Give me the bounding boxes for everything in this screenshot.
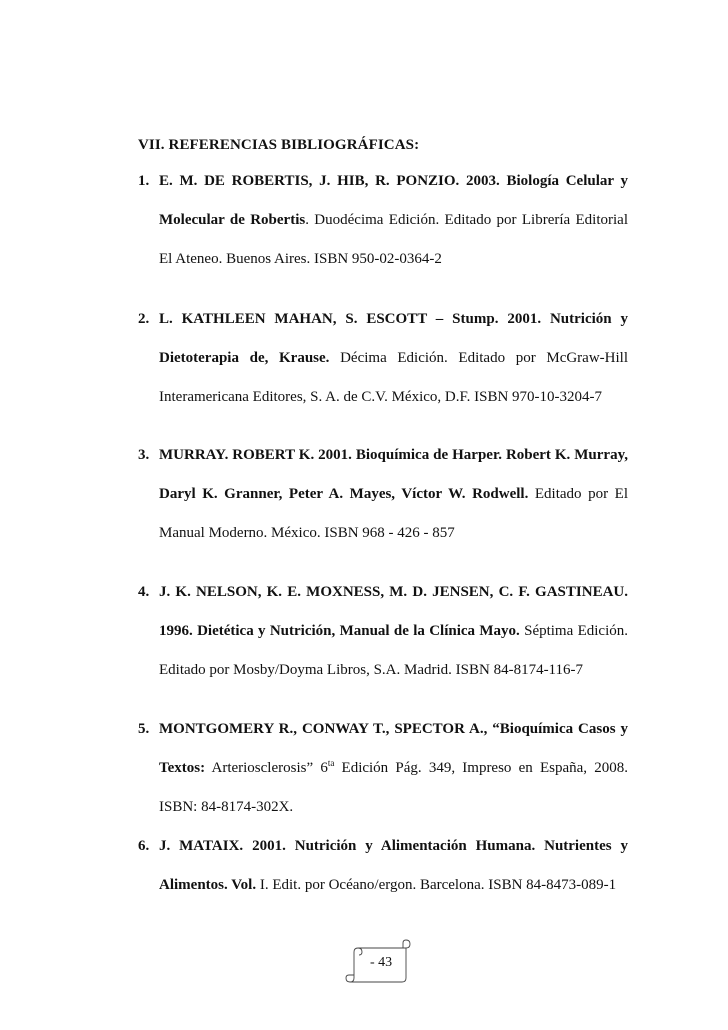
reference-line — [159, 475, 628, 514]
reference-line — [159, 749, 628, 788]
section-title: VII. REFERENCIAS BIBLIOGRÁFICAS: — [138, 137, 420, 153]
reference-title: Daryl K. Granner, Peter A. Mayes, Víctor W. Rodwell. — [159, 486, 529, 502]
reference-line — [159, 201, 628, 240]
page-number-scroll — [344, 938, 412, 984]
reference-number: 2. — [138, 311, 150, 327]
reference-details: Manual Moderno. México. ISBN 968 - 426 - 857 — [159, 525, 455, 541]
reference-details: Arteriosclerosis” 6 — [205, 760, 328, 776]
reference-item — [138, 162, 628, 279]
reference-number: 6. — [138, 838, 150, 854]
superscript: ta — [327, 758, 335, 768]
reference-details: Séptima Edición. — [519, 623, 628, 639]
reference-authors: J. K. NELSON, K. E. MOXNESS, M. D. JENSEN, C. F. GASTINEAU. — [159, 584, 628, 600]
reference-authors: J. MATAIX. 2001. Nutrición y Alimentación Humana. Nutrientes y — [159, 838, 628, 854]
reference-number: 5. — [138, 721, 150, 737]
reference-authors: MURRAY. ROBERT K. 2001. Bioquímica de Harper. Robert K. Murray, — [159, 447, 628, 463]
reference-details: Edición Pág. 349, Impreso en España, 2008. — [334, 760, 628, 776]
reference-details: Décima Edición. Editado por McGraw-Hill — [329, 350, 629, 366]
page-number: - 43 — [370, 955, 393, 970]
reference-item — [138, 573, 628, 690]
reference-item — [138, 710, 628, 827]
reference-details: El Ateneo. Buenos Aires. ISBN 950-02-0364-2 — [159, 251, 442, 267]
reference-title: Textos: — [159, 760, 206, 776]
reference-authors: MONTGOMERY R., CONWAY T., SPECTOR A., “Bioquímica Casos y — [159, 721, 628, 737]
reference-title: Alimentos. Vol. — [159, 877, 257, 893]
reference-title: 1996. Dietética y Nutrición, Manual de la Clínica Mayo. — [159, 623, 520, 639]
reference-details: Interamericana Editores, S. A. de C.V. México, D.F. ISBN 970-10-3204-7 — [159, 389, 603, 405]
reference-details: I. Edit. por Océano/ergon. Barcelona. ISBN 84-8473-089-1 — [256, 877, 617, 893]
reference-line — [159, 866, 628, 905]
reference-details: . Duodécima Edición. Editado por Librería Editorial — [305, 212, 628, 228]
reference-number: 3. — [138, 447, 150, 463]
reference-item — [138, 436, 628, 553]
reference-number: 1. — [138, 173, 150, 189]
reference-item — [138, 827, 628, 905]
reference-authors: E. M. DE ROBERTIS, J. HIB, R. PONZIO. 2003. Biología Celular y — [159, 173, 628, 189]
reference-title: Dietoterapia de, Krause. — [159, 350, 330, 366]
reference-title: Molecular de Robertis — [159, 212, 306, 228]
reference-line — [159, 339, 628, 378]
reference-details: ISBN: 84-8174-302X. — [159, 799, 294, 815]
reference-item — [138, 300, 628, 417]
reference-details: Editado por Mosby/Doyma Libros, S.A. Madrid. ISBN 84-8174-116-7 — [159, 662, 583, 678]
reference-number: 4. — [138, 584, 150, 600]
reference-details: Editado por El — [528, 486, 628, 502]
reference-authors: L. KATHLEEN MAHAN, S. ESCOTT – Stump. 2001. Nutrición y — [159, 311, 628, 327]
reference-line — [159, 612, 628, 651]
